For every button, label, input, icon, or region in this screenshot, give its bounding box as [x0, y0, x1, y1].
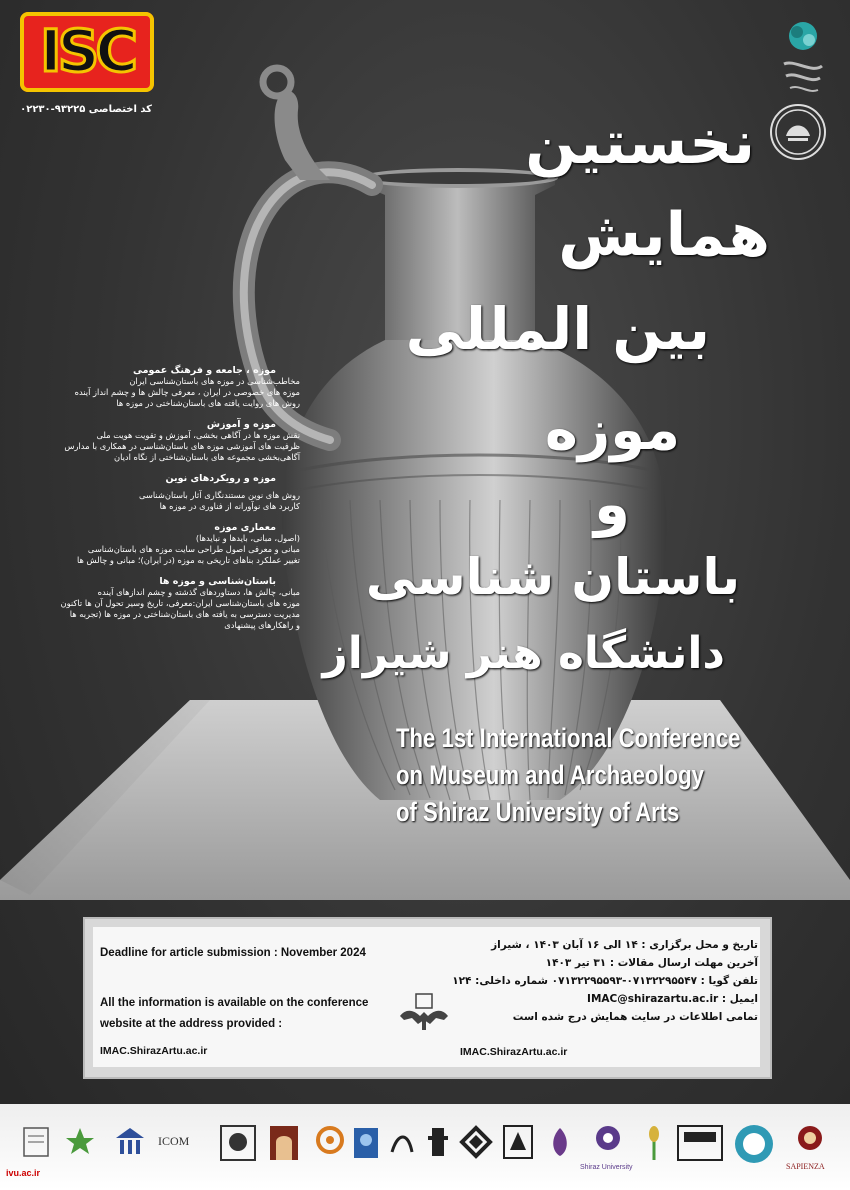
museum-stamp-logo [218, 1122, 258, 1166]
topic-line: نقش موزه ها در آگاهی بخشی، آموزش و تقویت هویت ملی [96, 430, 300, 440]
info-availability-text: All the information is available on the conference website at the address provided : [100, 997, 369, 1030]
shiraz-university-caption: Shiraz University [580, 1164, 633, 1171]
title-fa-line4: موزه [544, 398, 680, 463]
green-star-logo [62, 1122, 98, 1166]
topic-line: موزه های خصوصی در ایران ، معرفی چالش ها و چشم انداز آینده [74, 387, 300, 397]
topic-heading: موزه و رویکردهای نوین [165, 473, 276, 484]
topic-heading: موزه و آموزش [206, 419, 276, 430]
topic-block [0, 365, 300, 409]
topic-heading: موزه ، جامعه و فرهنگ عمومی [132, 365, 276, 376]
info-fa-line: تلفن گویا : ۰۷۱۳۲۲۹۵۵۴۷-۰۷۱۳۲۲۹۵۵۹۳ شماره داخلی: ۱۲۴ [452, 975, 758, 987]
shiraz-university-logo [588, 1122, 628, 1166]
title-fa-line7: دانشگاه هنر شیراز [322, 628, 725, 679]
topic-line: روش های روایت یافته های باستان‌شناختی در موزه ها [116, 398, 300, 408]
isc-logo: ISC [20, 12, 154, 92]
title-fa-line3: بین المللی [405, 295, 710, 363]
topic-line: مبانی، چالش ها، دستاوردهای گذشته و چشم اندازهای آینده [97, 587, 300, 597]
institute-logo-1 [18, 1122, 54, 1166]
topic-line: آگاهی‌بخشی مجموعه های باستان‌شناختی از نگاه ادیان [113, 452, 300, 462]
deadline-text: Deadline for article submission : November 2024 [100, 947, 366, 959]
topic-line: ظرفیت های آموزشی موزه های باستان‌شناسی در همکاری با مدارس [64, 441, 300, 451]
topic-line: مدیریت دسترسی به یافته های باستان‌شناختی در موزه ها (تجربه ها [69, 609, 300, 619]
info-fa-line: تاریخ و محل برگزاری : ۱۴ الی ۱۶ آبان ۱۴۰۳ ، شیراز [491, 939, 758, 951]
topic-line: مبانی و معرفی اصول طراحی سایت موزه های باستان‌شناسی [87, 544, 300, 554]
topic-heading: معماری موزه [214, 522, 276, 533]
title-en-line3: of Shiraz University of Arts [396, 797, 680, 827]
title-fa-line1: نخستین [525, 108, 755, 178]
conference-topics [0, 355, 300, 631]
tehran-university-logo [732, 1122, 776, 1166]
title-en [396, 720, 741, 831]
topic-line: موزه های باستان‌شناسی ایران:معرفی، تاریخ وسیر تحول آن ها تاکنون [60, 598, 300, 608]
topic-line: تغییر عملکرد بناهای تاریخی به موزه (در ایران)؛ مبانی و چالش ها [76, 555, 300, 565]
title-en-line1: The 1st International Conference [396, 723, 741, 753]
topic-heading: باستان‌شناسی و موزه ها [159, 576, 276, 587]
cultural-heritage-ministry-logo [770, 104, 826, 160]
icom-label: ICOM [158, 1134, 190, 1148]
website-url-fa[interactable]: IMAC.ShirazArtu.ac.ir [460, 1046, 568, 1058]
topic-line: کاربرد های نوآورانه از فناوری در موزه ها [159, 501, 300, 511]
title-en-line2: on Museum and Archaeology [396, 760, 704, 790]
arch-portal-logo [266, 1122, 302, 1166]
info-fa-line: آخرین مهلت ارسال مقالات : ۳۱ تیر ۱۴۰۳ [545, 957, 758, 969]
calligraphy-logo-2 [420, 1122, 456, 1166]
sapienza-logo [792, 1122, 828, 1166]
knot-logo [458, 1122, 494, 1166]
topic-block [0, 576, 300, 631]
topic-block [0, 522, 300, 566]
book-emblem-logo [500, 1122, 536, 1166]
calligraphy-logo-1 [384, 1122, 420, 1166]
topic-line: مخاطب‌شناسی در موزه های باستان‌شناسی ایران [129, 376, 300, 386]
topic-block [0, 473, 300, 512]
museum-building-logo [112, 1122, 148, 1166]
info-fa [428, 936, 758, 1026]
green-wheat-logo [636, 1122, 672, 1166]
info-fa-line: تمامی اطلاعات در سایت همایش درج شده است [512, 1011, 758, 1023]
info-fa-line: ایمیل : IMAC@shirazartu.ac.ir [587, 993, 758, 1005]
topic-line: (اصول، مبانی، بایدها و نبایدها) [195, 533, 300, 543]
university-box-logo [676, 1122, 724, 1166]
topic-line: و راهکارهای پیشنهادی [224, 620, 300, 630]
topic-block [0, 419, 300, 463]
purple-flame-logo [542, 1122, 578, 1166]
isc-code: کد اختصاصی ۹۳۲۲۵-۰۲۲۳۰ [20, 104, 152, 115]
shiraz-arts-university-logo [778, 14, 828, 104]
icom-logo [158, 1122, 210, 1166]
title-fa-line5: و [593, 470, 630, 538]
title-fa-line6: باستان شناسی [365, 548, 740, 606]
orange-swirl-logo [312, 1122, 348, 1166]
sapienza-caption: SAPIENZA [786, 1162, 825, 1171]
topic-line: روش های نوین مستندنگاری آثار باستان‌شناسی [139, 490, 300, 500]
website-url-en[interactable]: IMAC.ShirazArtu.ac.ir [100, 1045, 208, 1057]
blue-tile-logo [348, 1122, 384, 1166]
source-watermark: ivu.ac.ir [6, 1168, 41, 1178]
title-fa-line2: همایش [558, 200, 770, 270]
